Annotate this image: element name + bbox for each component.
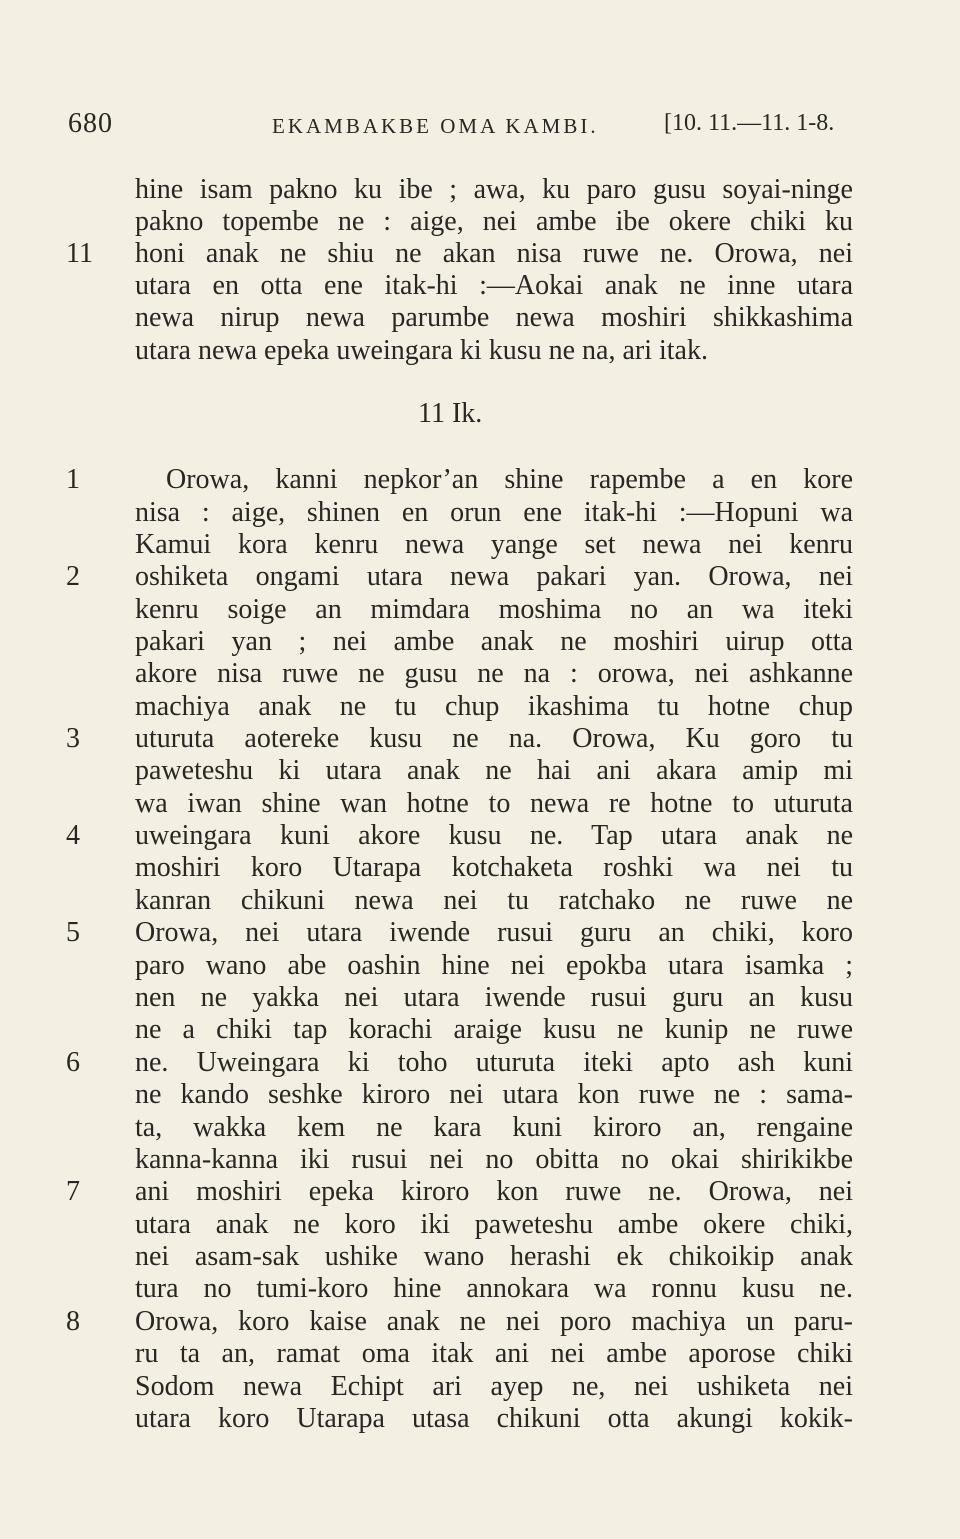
text-line: utara en otta ene itak-hi :—Aokai anak ne inne utara [135, 270, 853, 301]
chapter-heading: 11 Ik. [418, 398, 483, 429]
verse-number: 5 [66, 917, 80, 948]
text-line: Orowa, kanni nepkor’an shine rapembe a en kore [166, 464, 853, 495]
text-line: ani moshiri epeka kiroro kon ruwe ne. Orowa, nei [135, 1176, 853, 1207]
text-line: nisa : aige, shinen en orun ene itak-hi :—Hopuni wa [135, 497, 853, 528]
text-line: paweteshu ki utara anak ne hai ani akara amip mi [135, 755, 853, 786]
verse-number: 1 [66, 464, 80, 495]
text-line: hine isam pakno ku ibe ; awa, ku paro gusu soyai-ninge [135, 174, 853, 205]
text-line: honi anak ne shiu ne akan nisa ruwe ne. Orowa, nei [135, 238, 853, 269]
text-line: ru ta an, ramat oma itak ani nei ambe aporose chiki [135, 1338, 853, 1369]
page-number: 680 [68, 108, 113, 139]
verse-number: 7 [66, 1176, 80, 1207]
text-line: paro wano abe oashin hine nei epokba utara isamka ; [135, 950, 853, 981]
text-line: pakno topembe ne : aige, nei ambe ibe okere chiki ku [135, 206, 853, 237]
verse-number: 11 [66, 238, 93, 269]
text-line: ne. Uweingara ki toho uturuta iteki apto ash kuni [135, 1047, 853, 1078]
text-line: tura no tumi-koro hine annokara wa ronnu kusu ne. [135, 1273, 853, 1304]
text-line: utara newa epeka uweingara ki kusu ne na, ari itak. [135, 335, 708, 366]
text-line: Kamui kora kenru newa yange set newa nei kenru [135, 529, 853, 560]
text-line: newa nirup newa parumbe newa moshiri shikkashima [135, 302, 853, 333]
text-line: akore nisa ruwe ne gusu ne na : orowa, nei ashkanne [135, 658, 853, 689]
text-line: ne a chiki tap korachi araige kusu ne kunip ne ruwe [135, 1014, 853, 1045]
text-line: Orowa, koro kaise anak ne nei poro machiya un paru- [135, 1306, 853, 1337]
text-line: uweingara kuni akore kusu ne. Tap utara anak ne [135, 820, 853, 851]
text-line: kanna-kanna iki rusui nei no obitta no okai shirikikbe [135, 1144, 853, 1175]
verse-number: 4 [66, 820, 80, 851]
running-header [0, 108, 960, 144]
chapter-verse-reference: [10. 11.—11. 1-8. [664, 110, 835, 136]
text-line: ne kando seshke kiroro nei utara kon ruwe ne : sama- [135, 1079, 853, 1110]
text-line: ta, wakka kem ne kara kuni kiroro an, rengaine [135, 1112, 853, 1143]
text-line: machiya anak ne tu chup ikashima tu hotne chup [135, 691, 853, 722]
text-line: wa iwan shine wan hotne to newa re hotne to uturuta [135, 788, 853, 819]
text-line: oshiketa ongami utara newa pakari yan. Orowa, nei [135, 561, 853, 592]
text-line: utara anak ne koro iki paweteshu ambe okere chiki, [135, 1209, 853, 1240]
text-line: Sodom newa Echipt ari ayep ne, nei ushiketa nei [135, 1371, 853, 1402]
text-line: Orowa, nei utara iwende rusui guru an chiki, koro [135, 917, 853, 948]
running-head-title: EKAMBAKBE OMA KAMBI. [272, 114, 599, 138]
verse-number: 3 [66, 723, 80, 754]
text-line: pakari yan ; nei ambe anak ne moshiri uirup otta [135, 626, 853, 657]
verse-number: 6 [66, 1047, 80, 1078]
text-line: nei asam-sak ushike wano herashi ek chikoikip anak [135, 1241, 853, 1272]
verse-number: 8 [66, 1306, 80, 1337]
text-line: kanran chikuni newa nei tu ratchako ne ruwe ne [135, 885, 853, 916]
text-line: moshiri koro Utarapa kotchaketa roshki wa nei tu [135, 852, 853, 883]
text-line: utara koro Utarapa utasa chikuni otta akungi kokik- [135, 1403, 853, 1434]
text-line: nen ne yakka nei utara iwende rusui guru an kusu [135, 982, 853, 1013]
verse-number: 2 [66, 561, 80, 592]
text-line: uturuta aotereke kusu ne na. Orowa, Ku goro tu [135, 723, 853, 754]
text-line: kenru soige an mimdara moshima no an wa iteki [135, 594, 853, 625]
